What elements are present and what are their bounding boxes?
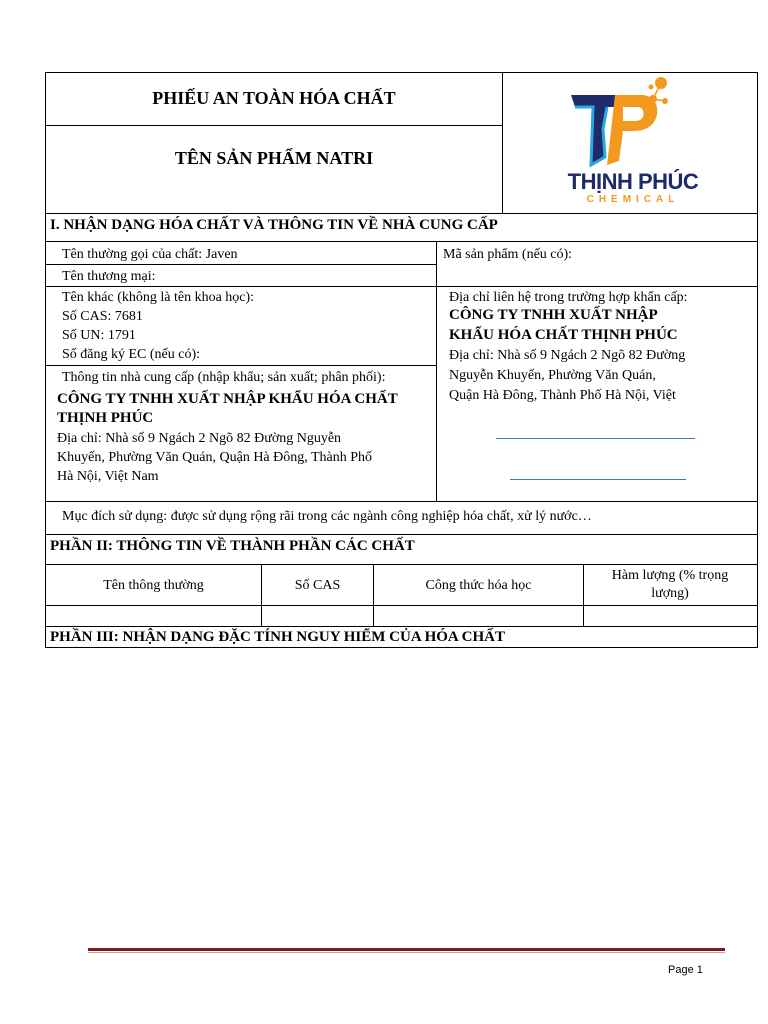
col-header-formula: Công thức hóa học xyxy=(425,578,532,593)
page-number: Page 1 xyxy=(668,964,703,976)
supplier-address-line3: Hà Nội, Việt Nam xyxy=(57,469,159,484)
section2-heading: PHẦN II: THÔNG TIN VỀ THÀNH PHẦN CÁC CHẤT xyxy=(50,538,415,554)
col-header-content: Hàm lượng (% trọng lượng) xyxy=(611,568,729,601)
common-name: Tên thường gọi của chất: Javen xyxy=(62,247,238,262)
blank-underline-1 xyxy=(496,438,695,439)
trade-name: Tên thương mại: xyxy=(62,269,156,284)
emergency-address-line1: Địa chỉ: Nhà số 9 Ngách 2 Ngõ 82 Đường xyxy=(449,348,686,363)
col-header-cas: Số CAS xyxy=(294,578,341,593)
emergency-address-line3: Quận Hà Đông, Thành Phố Hà Nội, Việt xyxy=(449,388,676,403)
supplier-label: Thông tin nhà cung cấp (nhập khẩu; sản xuất; phân phối): xyxy=(62,370,386,385)
un-number: Số UN: 1791 xyxy=(62,328,136,343)
product-code: Mã sản phẩm (nếu có): xyxy=(443,247,573,262)
emergency-address-line2: Nguyễn Khuyến, Phường Văn Quán, xyxy=(449,368,656,383)
emergency-label: Địa chỉ liên hệ trong trường hợp khẩn cấp: xyxy=(449,290,688,305)
product-name-title: TÊN SẢN PHẨM NATRI xyxy=(174,148,374,168)
footer-rule-shadow xyxy=(88,952,725,953)
other-names: Tên khác (không là tên khoa học): xyxy=(62,290,255,305)
cas-number: Số CAS: 7681 xyxy=(62,309,143,324)
supplier-address-line1: Địa chỉ: Nhà số 9 Ngách 2 Ngõ 82 Đường Nguyễn xyxy=(57,431,342,446)
section3-heading: PHẦN III: NHẬN DẠNG ĐẶC TÍNH NGUY HIỂM CỦA HÓA CHẤT xyxy=(50,629,506,645)
emergency-company-line2: KHẨU HÓA CHẤT THỊNH PHÚC xyxy=(449,327,678,343)
emergency-company-line1: CÔNG TY TNHH XUẤT NHẬP xyxy=(449,307,658,323)
footer-rule xyxy=(88,948,725,951)
ec-number: Số đăng ký EC (nếu có): xyxy=(62,347,201,362)
supplier-address-line2: Khuyến, Phường Văn Quán, Quận Hà Đông, Thành Phố xyxy=(57,450,373,465)
usage-purpose: Mục đích sử dụng: được sử dụng rộng rãi trong các ngành công nghiệp hóa chất, xử lý nước… xyxy=(62,509,592,524)
section1-heading: I. NHẬN DẠNG HÓA CHẤT VÀ THÔNG TIN VỀ NHÀ CUNG CẤP xyxy=(50,217,498,233)
document-title: PHIẾU AN TOÀN HÓA CHẤT xyxy=(152,88,396,108)
blank-underline-2 xyxy=(510,479,686,480)
col-header-common-name: Tên thông thường xyxy=(103,578,204,593)
logo-tagline: CHEMICAL xyxy=(586,194,680,205)
supplier-company-line2: THỊNH PHÚC xyxy=(57,410,154,426)
logo-brand: THỊNH PHÚC xyxy=(567,169,699,194)
supplier-company-line1: CÔNG TY TNHH XUẤT NHẬP KHẨU HÓA CHẤT xyxy=(57,391,398,407)
company-logo xyxy=(503,73,757,213)
